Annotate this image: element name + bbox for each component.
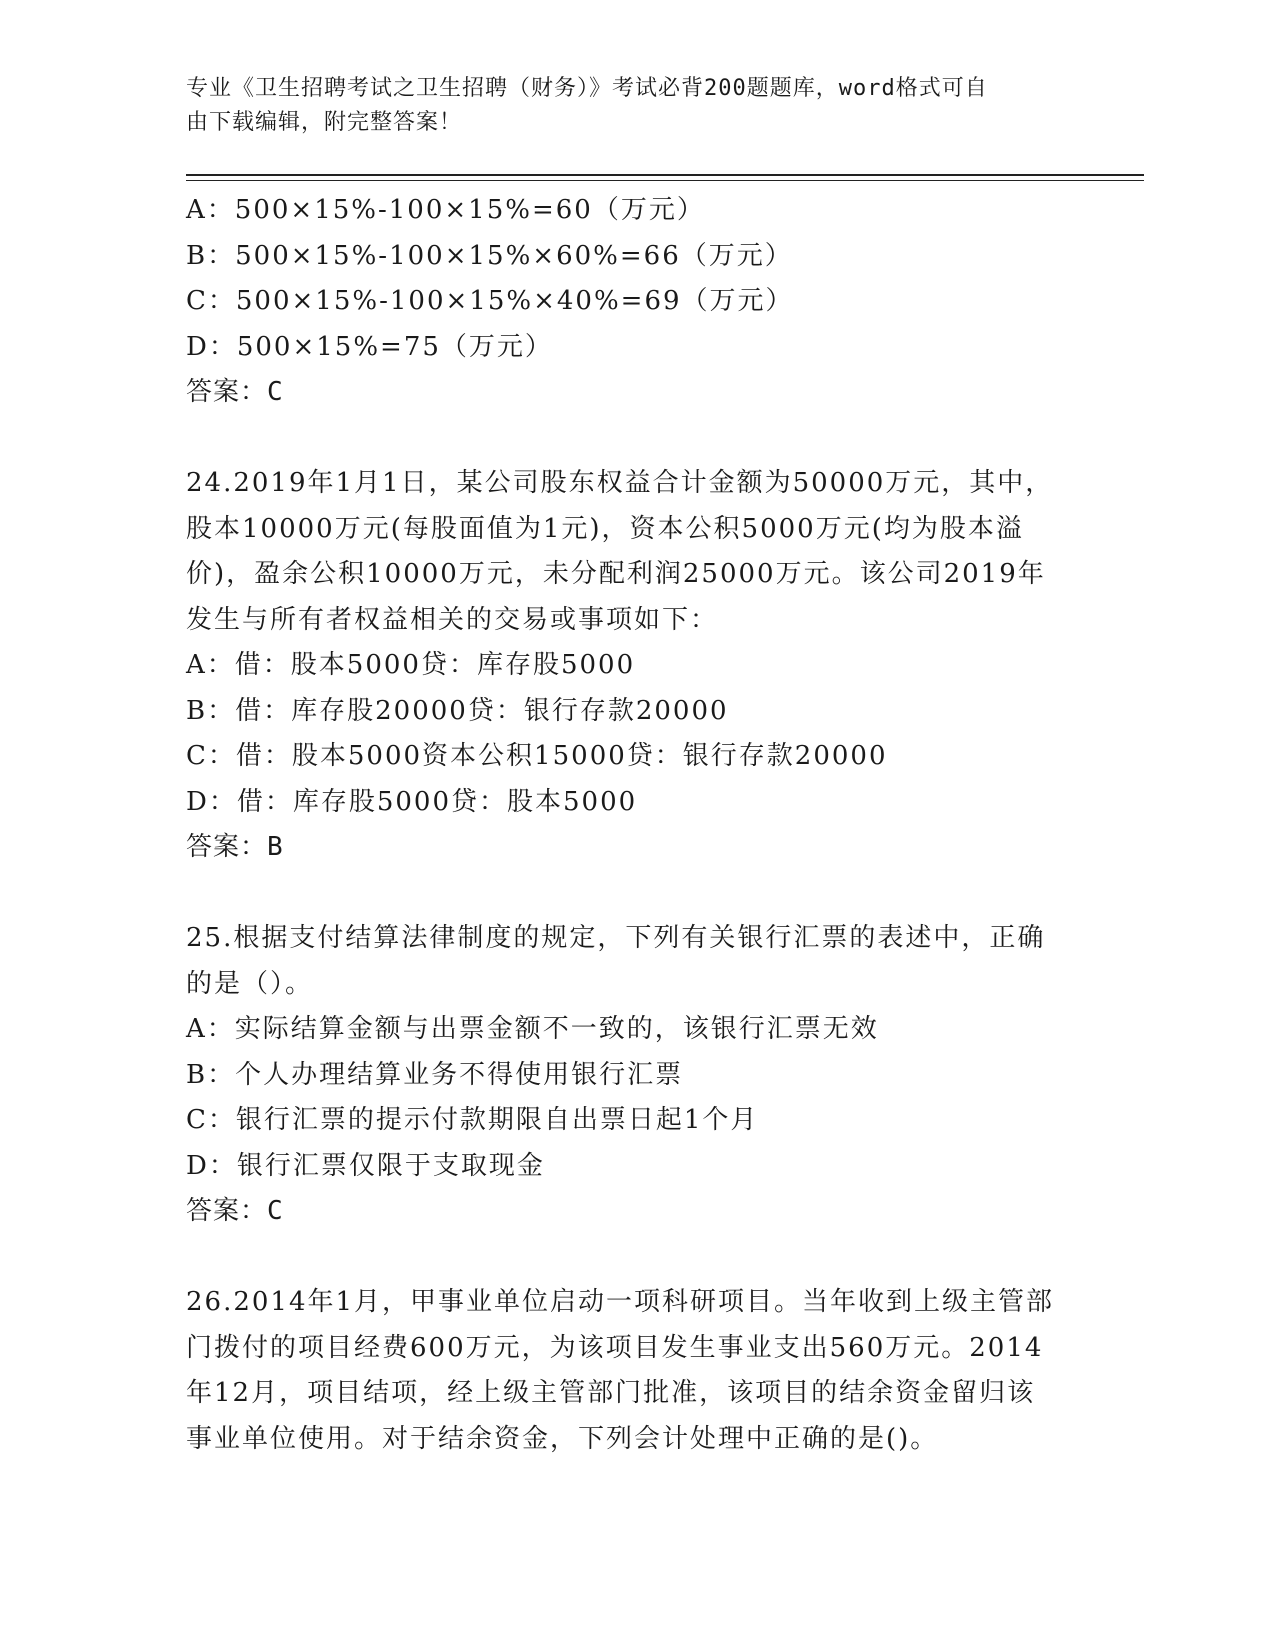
- option-a: A：500×15%-100×15%=60（万元）: [186, 195, 705, 225]
- option-d: D：银行汇票仅限于支取现金: [186, 1150, 545, 1181]
- document-body: [186, 188, 1086, 1462]
- option-d: D：500×15%=75（万元）: [186, 331, 553, 362]
- option-c: C：500×15%-100×15%×40%=69（万元）: [186, 286, 794, 316]
- question-25-block: [186, 916, 1086, 1235]
- question-stem-line: 25.根据支付结算法律制度的规定，下列有关银行汇票的表述中，正确: [186, 923, 1046, 953]
- document-header: [186, 72, 1066, 140]
- option-c: C：借：股本5000资本公积15000贷：银行存款20000: [186, 741, 888, 771]
- option-d: D：借：库存股5000贷：股本5000: [186, 786, 638, 817]
- option-b: B：借：库存股20000贷：银行存款20000: [186, 695, 729, 726]
- question-26-block: [186, 1280, 1086, 1462]
- question-23-block: [186, 188, 1086, 416]
- option-b: B：500×15%-100×15%×60%=66（万元）: [186, 240, 793, 271]
- header-rule-thick: [186, 174, 1144, 176]
- answer-line: 答案：C: [186, 1196, 284, 1226]
- question-stem-line: 年12月，项目结项，经上级主管部门批准，该项目的结余资金留归该: [186, 1378, 1036, 1408]
- question-stem-line: 股本10000万元(每股面值为1元)，资本公积5000万元(均为股本溢: [186, 513, 1024, 544]
- question-stem-line: 24.2019年1月1日，某公司股东权益合计金额为50000万元，其中，: [186, 468, 1054, 498]
- question-stem-line: 事业单位使用。对于结余资金，下列会计处理中正确的是()。: [186, 1423, 939, 1454]
- question-stem-line: 门拨付的项目经费600万元，为该项目发生事业支出560万元。2014: [186, 1332, 1044, 1363]
- spacer: [186, 871, 1086, 917]
- option-c: C：银行汇票的提示付款期限自出票日起1个月: [186, 1105, 759, 1135]
- answer-line: 答案：B: [186, 832, 284, 862]
- question-stem-line: 发生与所有者权益相关的交易或事项如下：: [186, 604, 719, 635]
- option-a: A：实际结算金额与出票金额不一致的，该银行汇票无效: [186, 1014, 879, 1044]
- question-stem-line: 26.2014年1月，甲事业单位启动一项科研项目。当年收到上级主管部: [186, 1287, 1055, 1317]
- spacer: [186, 416, 1086, 462]
- option-a: A：借：股本5000贷：库存股5000: [186, 650, 636, 680]
- question-24-block: [186, 461, 1086, 871]
- question-stem-line: 的是（）。: [186, 968, 314, 999]
- header-line-1: 专业《卫生招聘考试之卫生招聘（财务）》考试必背200题题库，word格式可自: [186, 76, 988, 101]
- spacer: [186, 1235, 1086, 1281]
- answer-line: 答案：C: [186, 377, 284, 407]
- question-stem-line: 价)，盈余公积10000万元，未分配利润25000万元。该公司2019年: [186, 559, 1046, 589]
- header-rule-thin: [186, 180, 1144, 181]
- header-line-2: 由下载编辑，附完整答案！: [186, 110, 463, 135]
- option-b: B：个人办理结算业务不得使用银行汇票: [186, 1059, 684, 1090]
